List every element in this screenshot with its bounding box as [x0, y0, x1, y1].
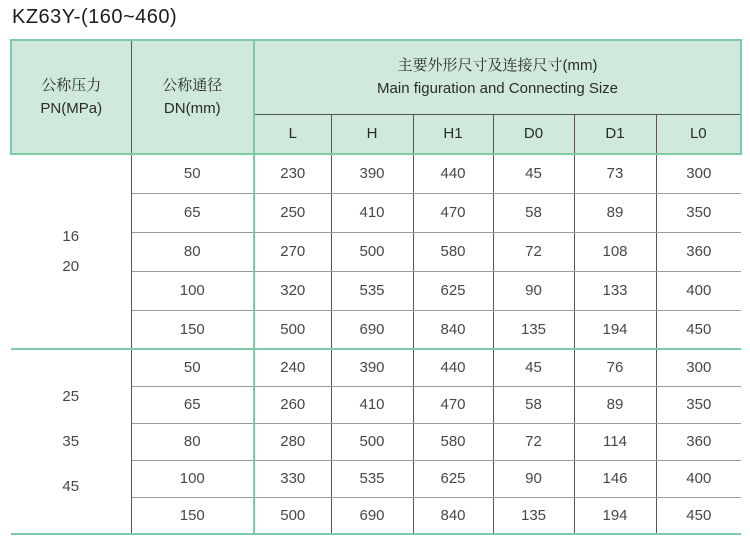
dim-cell: 89: [574, 193, 656, 232]
column-header-H1: H1: [413, 114, 493, 154]
dimensions-group-header: [254, 40, 741, 114]
dim-cell: 133: [574, 271, 656, 310]
dim-cell: 230: [254, 154, 331, 193]
dn-cell: 65: [131, 386, 254, 423]
dn-header-zh: 公称通径: [162, 77, 223, 94]
table-header: [11, 40, 741, 154]
dim-cell: 535: [331, 271, 413, 310]
dim-cell: 45: [493, 154, 574, 193]
column-header-D0: D0: [493, 114, 574, 154]
dim-cell: 690: [331, 310, 413, 349]
dim-cell: 440: [413, 154, 493, 193]
dim-cell: 330: [254, 460, 331, 497]
dn-cell: 65: [131, 193, 254, 232]
dim-cell: 625: [413, 271, 493, 310]
dim-cell: 450: [656, 310, 741, 349]
dim-cell: 840: [413, 310, 493, 349]
dim-cell: 350: [656, 193, 741, 232]
dim-cell: 72: [493, 232, 574, 271]
dim-cell: 410: [331, 193, 413, 232]
dn-column-header: [131, 40, 254, 154]
dim-cell: 580: [413, 232, 493, 271]
dim-cell: 135: [493, 310, 574, 349]
dim-cell: 470: [413, 386, 493, 423]
pn-header-zh: 公称压力: [41, 77, 102, 94]
pn-value: 20: [62, 258, 80, 275]
dim-cell: 194: [574, 497, 656, 534]
dim-cell: 440: [413, 349, 493, 386]
pn-group-cell: [11, 154, 131, 349]
dim-cell: 500: [331, 423, 413, 460]
dimensions-table: [10, 39, 742, 535]
table-row: [11, 154, 741, 193]
dn-cell: 100: [131, 271, 254, 310]
dim-cell: 300: [656, 349, 741, 386]
dn-cell: 80: [131, 423, 254, 460]
dim-cell: 625: [413, 460, 493, 497]
dn-cell: 150: [131, 497, 254, 534]
dim-cell: 500: [254, 310, 331, 349]
dim-cell: 72: [493, 423, 574, 460]
table-row: [11, 349, 741, 386]
column-header-L: L: [254, 114, 331, 154]
dim-cell: 73: [574, 154, 656, 193]
dim-cell: 135: [493, 497, 574, 534]
dn-header-en: DN(mm): [163, 100, 221, 117]
dim-cell: 108: [574, 232, 656, 271]
dim-cell: 320: [254, 271, 331, 310]
dim-cell: 240: [254, 349, 331, 386]
pn-header-en: PN(MPa): [40, 100, 103, 117]
pressure-group-2: [11, 349, 741, 534]
dim-cell: 90: [493, 271, 574, 310]
dim-cell: 280: [254, 423, 331, 460]
dim-cell: 450: [656, 497, 741, 534]
dim-cell: 535: [331, 460, 413, 497]
column-header-L0: L0: [656, 114, 741, 154]
pn-value: 35: [62, 433, 80, 450]
dim-cell: 89: [574, 386, 656, 423]
dim-cell: 500: [254, 497, 331, 534]
column-header-H: H: [331, 114, 413, 154]
dim-cell: 500: [331, 232, 413, 271]
dim-cell: 400: [656, 460, 741, 497]
dim-cell: 58: [493, 193, 574, 232]
dim-cell: 410: [331, 386, 413, 423]
dn-cell: 50: [131, 349, 254, 386]
dn-cell: 50: [131, 154, 254, 193]
pn-value: 16: [62, 228, 80, 245]
pn-column-header: [11, 40, 131, 154]
dim-cell: 840: [413, 497, 493, 534]
pn-value: 25: [62, 388, 80, 405]
pn-value: 45: [62, 478, 80, 495]
dn-cell: 150: [131, 310, 254, 349]
dim-cell: 390: [331, 349, 413, 386]
dim-cell: 90: [493, 460, 574, 497]
dim-cell: 300: [656, 154, 741, 193]
dim-cell: 260: [254, 386, 331, 423]
dim-cell: 45: [493, 349, 574, 386]
group-header-en: Main figuration and Connecting Size: [377, 80, 619, 98]
dim-cell: 390: [331, 154, 413, 193]
dim-cell: 270: [254, 232, 331, 271]
dim-cell: 194: [574, 310, 656, 349]
page-title: KZ63Y-(160~460): [12, 6, 178, 28]
dn-cell: 80: [131, 232, 254, 271]
dim-cell: 360: [656, 232, 741, 271]
dn-cell: 100: [131, 460, 254, 497]
dim-cell: 58: [493, 386, 574, 423]
dim-cell: 470: [413, 193, 493, 232]
dim-cell: 146: [574, 460, 656, 497]
dim-cell: 360: [656, 423, 741, 460]
column-header-D1: D1: [574, 114, 656, 154]
dim-cell: 690: [331, 497, 413, 534]
dim-cell: 114: [574, 423, 656, 460]
dim-cell: 76: [574, 349, 656, 386]
pressure-group-1: [11, 154, 741, 349]
dim-cell: 400: [656, 271, 741, 310]
dim-cell: 250: [254, 193, 331, 232]
dim-cell: 350: [656, 386, 741, 423]
dim-cell: 580: [413, 423, 493, 460]
pn-group-cell: [11, 349, 131, 534]
group-header-zh: 主要外形尺寸及连接尺寸(mm): [397, 57, 598, 75]
